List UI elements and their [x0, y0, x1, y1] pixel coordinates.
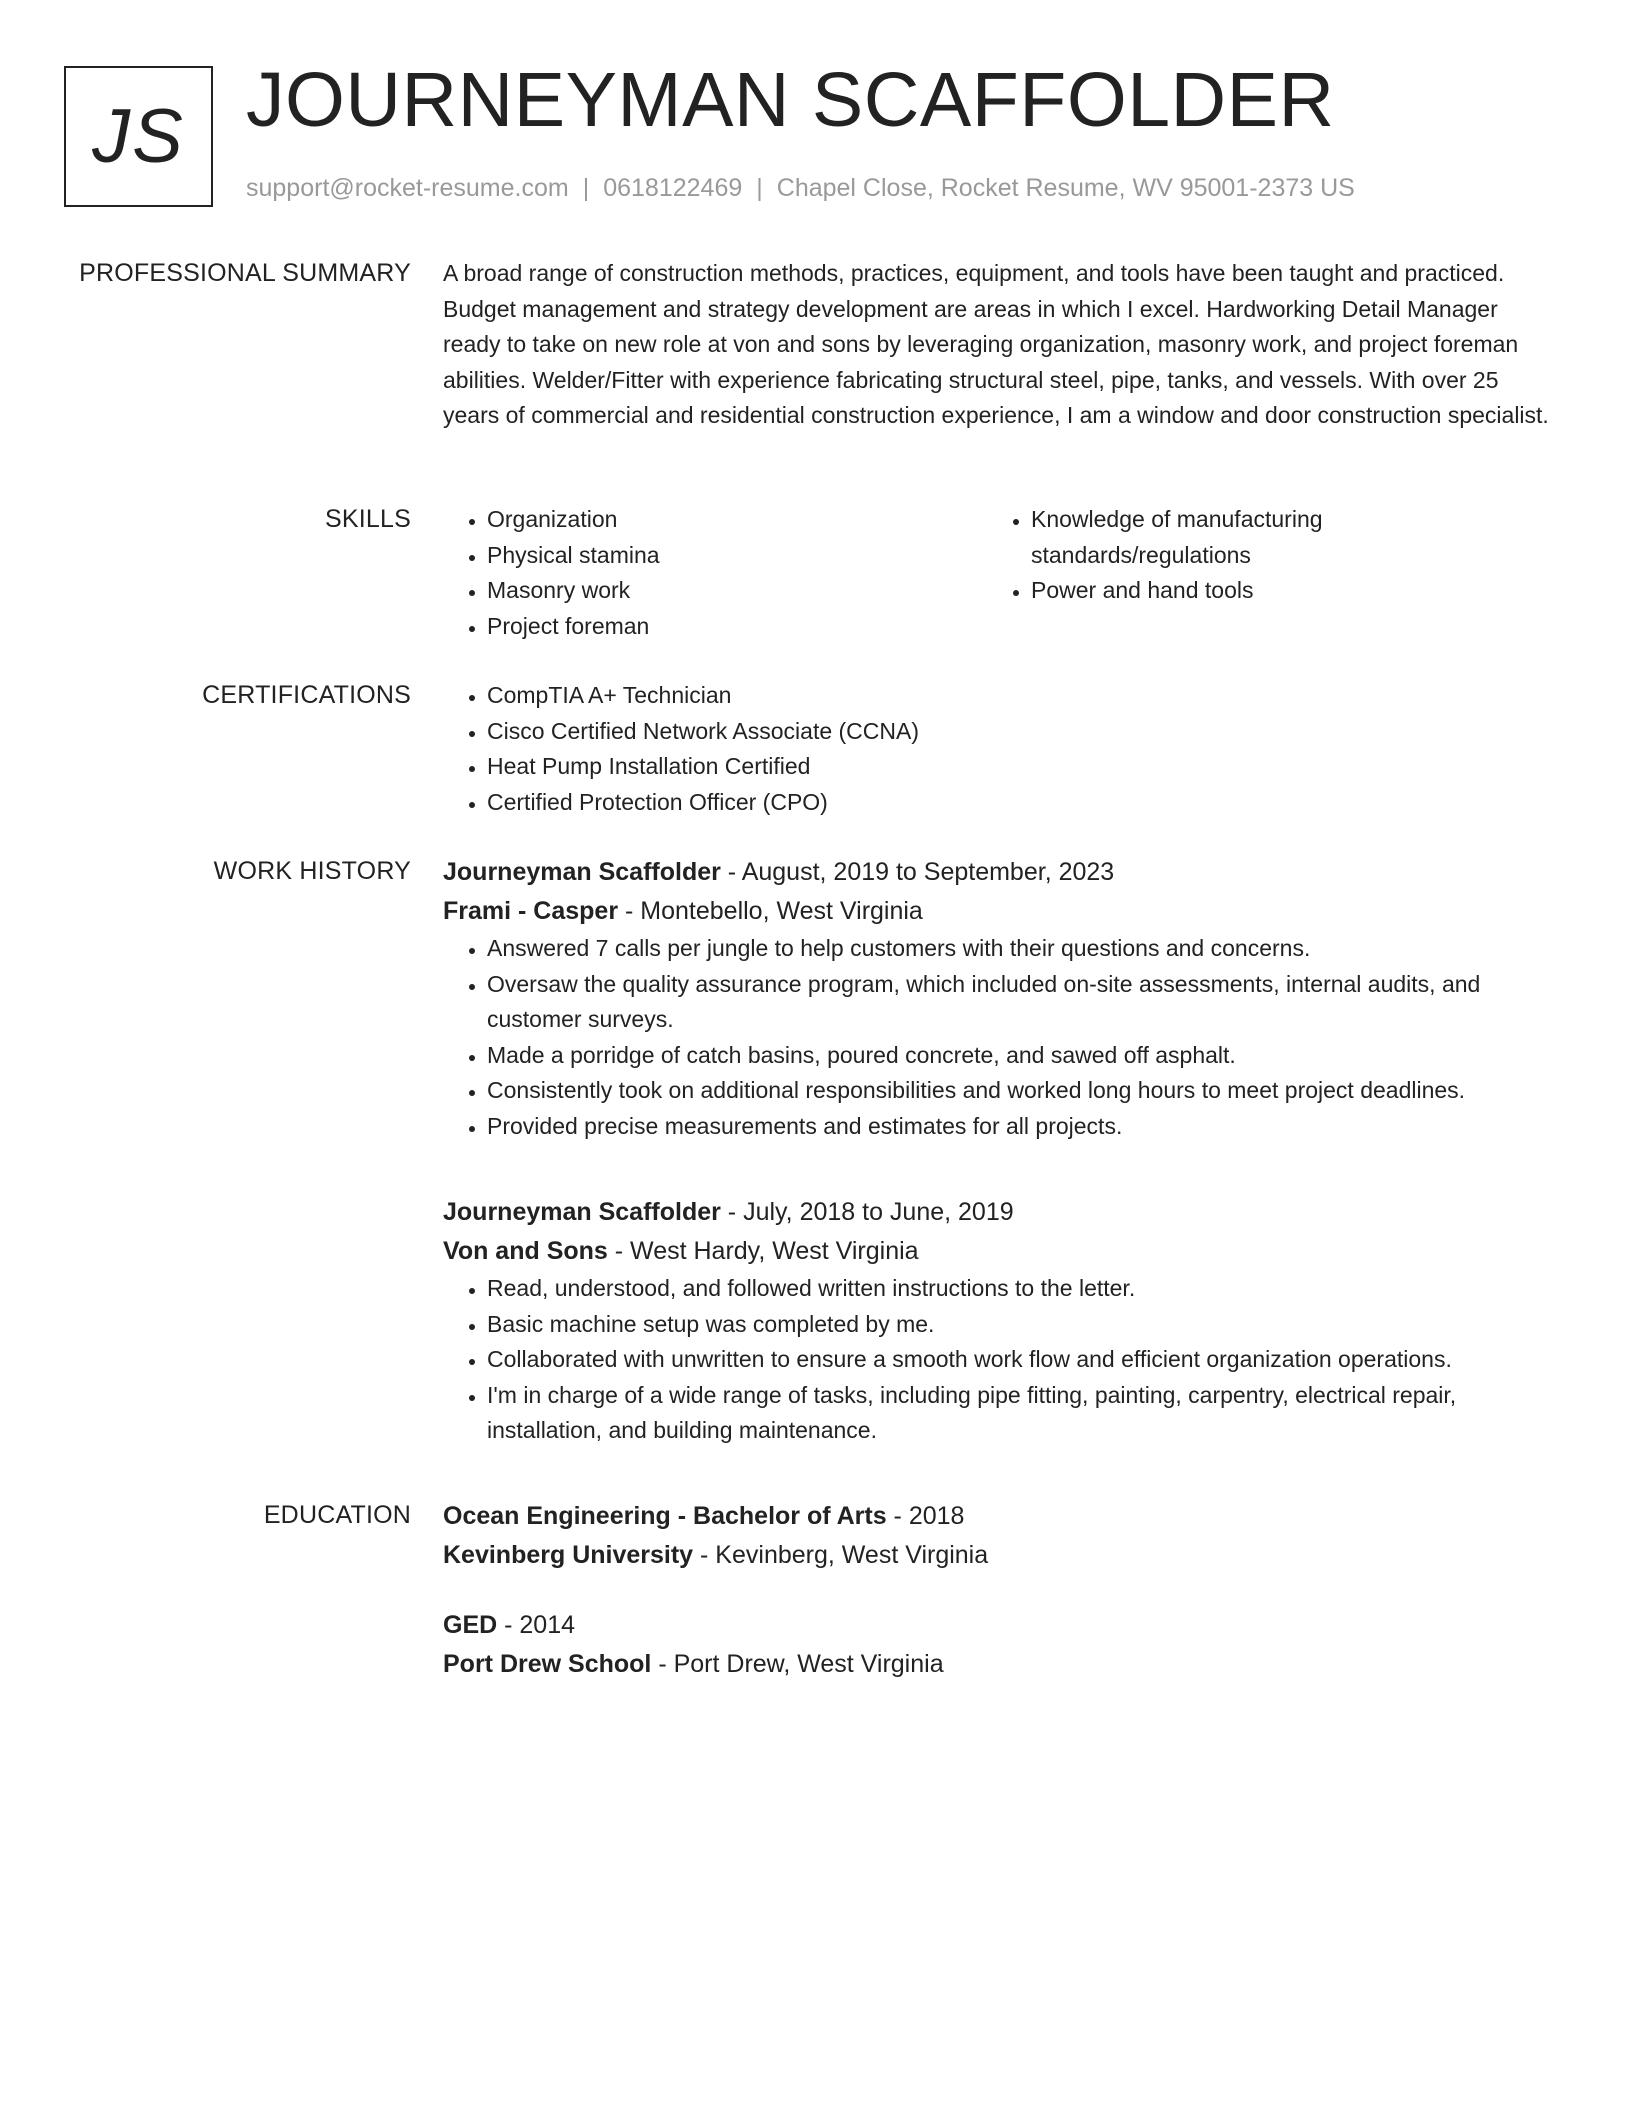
job-bullet: • Collaborated with unwritten to ensure a smooth work flow and efficient organization operations. [487, 1342, 1553, 1378]
school-line [443, 1645, 1553, 1684]
degree-year: - 2018 [886, 1502, 965, 1530]
certification-item: • Cisco Certified Network Associate (CCNA) [487, 714, 1553, 750]
job-bullet: • I'm in charge of a wide range of tasks, including pipe fitting, painting, carpentry, electrical repair, installation, and building maintenance. [487, 1378, 1553, 1449]
education-entry [443, 1497, 1553, 1575]
degree: GED [443, 1611, 498, 1639]
contact-separator: | [582, 174, 590, 202]
section-label-summary: PROFESSIONAL SUMMARY [79, 259, 411, 287]
degree-line [443, 1606, 1553, 1645]
skills-content [443, 502, 1553, 644]
skill-item: • Project foreman [487, 609, 887, 645]
contact-email[interactable]: support@rocket-resume.com [246, 174, 569, 202]
skill-item: • Power and hand tools [1031, 573, 1431, 609]
school-line [443, 1536, 1553, 1575]
skill-item: • Physical stamina [487, 538, 887, 574]
section-label-work-history: WORK HISTORY [213, 857, 411, 885]
degree-year: - 2014 [497, 1611, 576, 1639]
initials-monogram: JS [64, 66, 213, 207]
education-entry [443, 1606, 1553, 1684]
certification-item: • Certified Protection Officer (CPO) [487, 785, 1553, 821]
school: Kevinberg University [443, 1541, 694, 1569]
contact-address: Chapel Close, Rocket Resume, WV 95001-2373 US [776, 174, 1355, 202]
section-label-education: EDUCATION [263, 1501, 411, 1529]
job-company-line [443, 892, 1553, 931]
summary-text: A broad range of construction methods, practices, equipment, and tools have been taught and practiced. Budget management and strategy development are areas in which I excel. Hardworking Detail Manager ready to take on new role at von and sons by leveraging organization, masonry work, and project foreman abilities. Welder/Fitter with experience fabricating structural steel, pipe, tanks, and vessels. With over 25 years of commercial and residential construction experience, I am a window and door construction specialist. [443, 260, 1549, 428]
job-bullets [443, 1271, 1553, 1449]
job-location: - West Hardy, West Virginia [607, 1237, 919, 1265]
candidate-name: JOURNEYMAN SCAFFOLDER [246, 57, 1335, 143]
skill-item: • Masonry work [487, 573, 887, 609]
job-title-line [443, 853, 1553, 892]
job-bullet: • Made a porridge of catch basins, poured concrete, and sawed off asphalt. [487, 1038, 1553, 1074]
job-title: Journeyman Scaffolder [443, 858, 721, 886]
degree-line [443, 1497, 1553, 1536]
job-location: - Montebello, West Virginia [618, 897, 923, 925]
skill-item: • Knowledge of manufacturing standards/regulations [1031, 502, 1431, 573]
school: Port Drew School [443, 1650, 652, 1678]
section-label-certifications: CERTIFICATIONS [202, 681, 411, 709]
job-bullet: • Oversaw the quality assurance program, which included on-site assessments, internal audits, and customer surveys. [487, 967, 1553, 1038]
degree: Ocean Engineering - Bachelor of Arts [443, 1502, 887, 1530]
school-location: - Kevinberg, West Virginia [693, 1541, 989, 1569]
contact-line [246, 170, 1355, 206]
job-dates: - July, 2018 to June, 2019 [720, 1198, 1014, 1226]
job-company: Frami - Casper [443, 897, 619, 925]
job-company: Von and Sons [443, 1237, 608, 1265]
skill-item: • Organization [487, 502, 887, 538]
school-location: - Port Drew, West Virginia [651, 1650, 944, 1678]
certification-item: • CompTIA A+ Technician [487, 678, 1553, 714]
job-company-line [443, 1232, 1553, 1271]
job-bullet: • Answered 7 calls per jungle to help customers with their questions and concerns. [487, 931, 1553, 967]
job-title-line [443, 1193, 1553, 1232]
contact-phone[interactable]: 0618122469 [603, 174, 743, 202]
skills-column-right [987, 502, 1531, 644]
summary-content [443, 256, 1553, 434]
job-title: Journeyman Scaffolder [443, 1198, 721, 1226]
job-bullet: • Provided precise measurements and estimates for all projects. [487, 1109, 1553, 1145]
certification-item: • Heat Pump Installation Certified [487, 749, 1553, 785]
section-label-skills: SKILLS [325, 505, 411, 533]
job-bullet: • Read, understood, and followed written instructions to the letter. [487, 1271, 1553, 1307]
job-bullet: • Consistently took on additional responsibilities and worked long hours to meet project deadlines. [487, 1073, 1553, 1109]
job-bullets [443, 931, 1553, 1144]
job-dates: - August, 2019 to September, 2023 [720, 858, 1115, 886]
certifications-content [443, 678, 1553, 820]
job-bullet: • Basic machine setup was completed by me. [487, 1307, 1553, 1343]
skills-column-left [443, 502, 987, 644]
job-entry [443, 853, 1553, 1144]
contact-separator: | [756, 174, 763, 202]
job-entry [443, 1193, 1553, 1449]
